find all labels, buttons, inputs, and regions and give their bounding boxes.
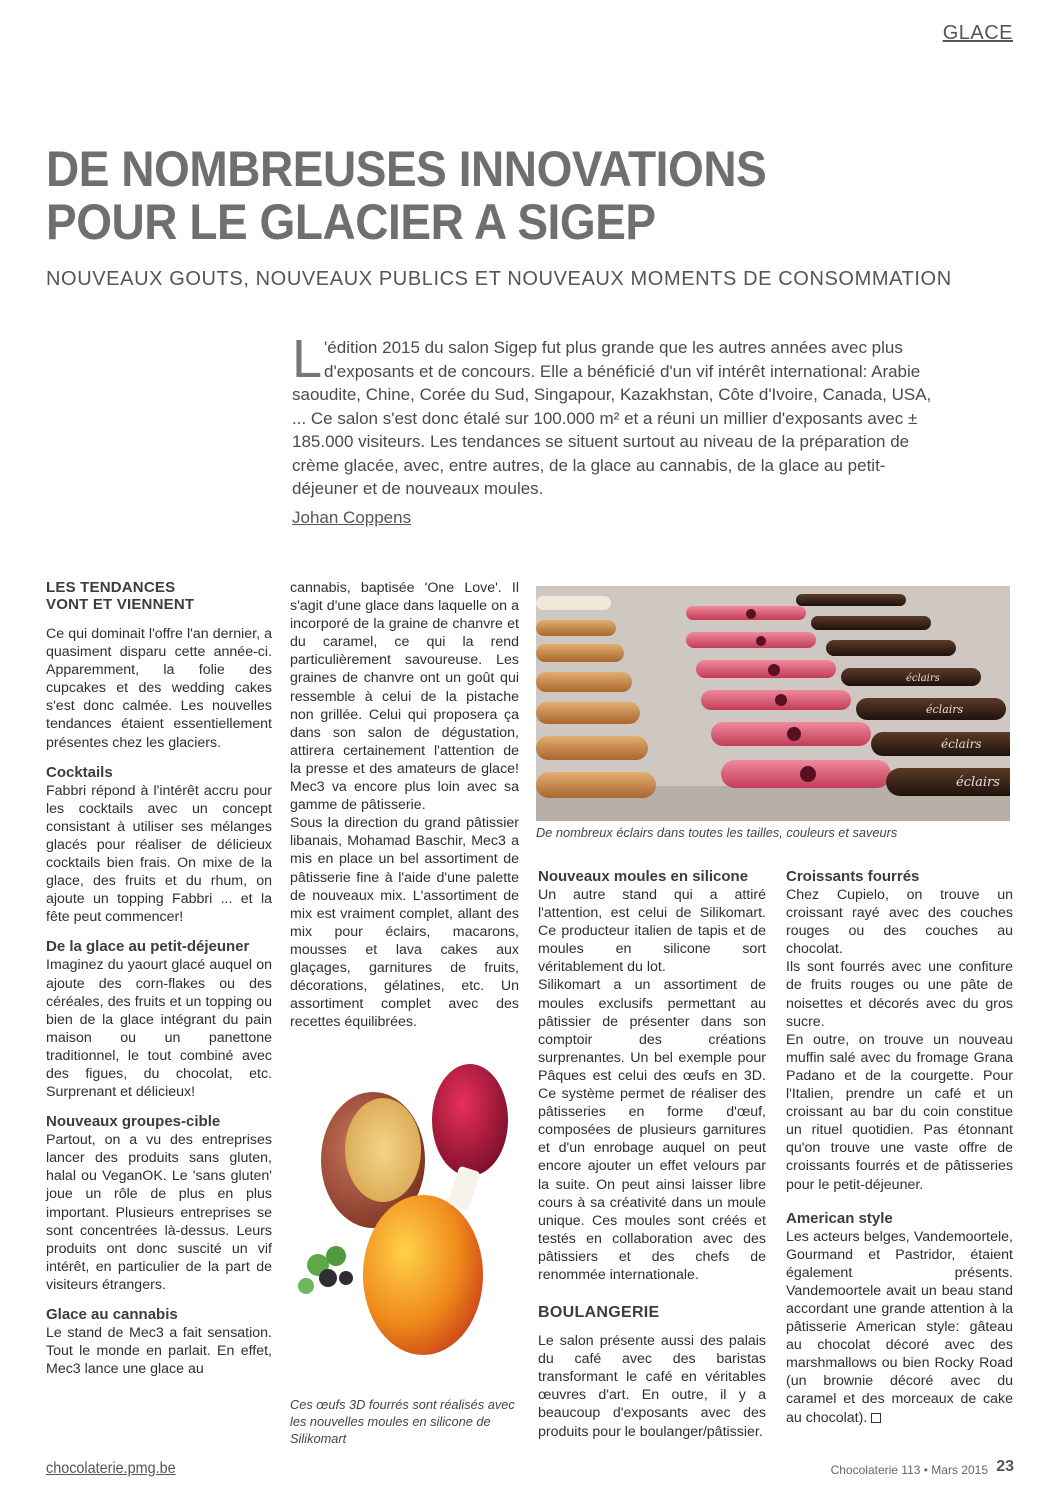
eclairs-illustration <box>536 586 1010 821</box>
title-line-1: DE NOMBREUSES INNOVATIONS <box>46 141 767 197</box>
paragraph: Un autre stand qui a attiré l'attention, est celui de Silikomart. Ce producteur italien de tapis et de moules en silicone sort véritablement du lot. <box>538 887 766 976</box>
subheading-american-style: American style <box>786 1209 893 1227</box>
paragraph: Silikomart a un assortiment de moules exclusifs permettant au pâtissier de présenter dans son comptoir des créations surprenantes. Un bel exemple pour Pâques est celui des œufs en 3D. Ce système permet de réaliser des pâtisseries en forme d'œuf, composées de plusieurs garnitures et d'un enrobage auquel on peut encore ajouter un effet velours par la suite. On peut ainsi laisser libre cours à sa créativité dans un moule unique. Ces moules sont créés et testés en collaboration avec des pâtissiers et des chefs de renommée internationale. <box>538 977 766 1283</box>
column-3 <box>538 868 766 1441</box>
eclairs-caption: De nombreux éclairs dans toutes les tailles, couleurs et saveurs <box>536 825 898 840</box>
subheading-moules-silicone: Nouveaux moules en silicone <box>538 868 749 885</box>
column-1 <box>46 579 272 1378</box>
paragraph: Ils sont fourrés avec une confiture de fruits rouges ou une pâte de noisettes et décorés avec du gros sucre. <box>786 959 1013 1030</box>
author-byline: Johan Coppens <box>292 508 412 527</box>
eggs-photo <box>288 1050 520 1394</box>
eggs-illustration <box>288 1050 520 1394</box>
eclair-label: éclairs <box>906 673 940 684</box>
eclairs-photo <box>536 586 1010 821</box>
subheading-petit-dejeuner: De la glace au petit-déjeuner <box>46 938 250 956</box>
intro-paragraph <box>292 329 932 501</box>
paragraph: Le salon présente aussi des palais du café avec des baristas transformant le café en véritables œuvres d'art. En outre, il y a beaucoup d'exposants avec des produits pour le boulanger/pâtissier. <box>538 1333 766 1440</box>
section-heading-boulangerie: BOULANGERIE <box>538 1304 660 1322</box>
column-4 <box>786 868 1013 1427</box>
paragraph: Sous la direction du grand pâtissier libanais, Mohamad Baschir, Mec3 a mis en place un bel assortiment de pâtisserie fine à l'aide d'une palette de nouveaux mix. L'assortiment de mix est vraiment complet, allant des mix pour éclairs, macarons, mousses et lava cakes aux glaçages, garnitures de fruits, décorations, gélatines, etc. Un assortiment complet avec des recettes équilibrées. <box>290 815 519 1031</box>
drop-cap: L <box>292 329 323 389</box>
subheading-groupes-cible: Nouveaux groupes-cible <box>46 1113 221 1131</box>
title-line-2: POUR LE GLACIER A SIGEP <box>46 194 656 250</box>
eggs-caption: Ces œufs 3D fourrés sont réalisés avec les nouvelles moules en silicone de Silikomart <box>290 1397 515 1446</box>
paragraph <box>786 1228 1013 1427</box>
subheading-cocktails: Cocktails <box>46 763 113 781</box>
paragraph: Ce qui dominait l'offre l'an dernier, a quasiment disparu cette année-ci. Apparemment, la folie des cupcakes et des wedding cakes s'est donc calmée. Les nouvelles tendances étaient essentiellement présentes chez les glaciers. <box>46 626 272 751</box>
article-title <box>46 143 874 249</box>
article-subtitle: NOUVEAUX GOUTS, NOUVEAUX PUBLICS ET NOUVEAUX MOMENTS DE CONSOMMATION <box>46 268 952 290</box>
paragraph: Imaginez du yaourt glacé auquel on ajoute des corn-flakes ou des céréales, des fruits et un topping ou bien de la glace intégrant du pain maison ou un panettone traditionnel, le tout combiné avec des figues, du chocolat, etc. Surprenant et délicieux! <box>46 957 272 1101</box>
heading-line-2: VONT ET VIENNENT <box>46 596 195 613</box>
page-number: 23 <box>996 1458 1014 1475</box>
paragraph: Chez Cupielo, on trouve un croissant rayé avec des couches rouges ou des couches au chocolat. <box>786 887 1013 958</box>
subheading-cannabis: Glace au cannabis <box>46 1306 178 1323</box>
subheading-croissants: Croissants fourrés <box>786 868 920 885</box>
section-tag: GLACE <box>942 22 1013 44</box>
paragraph: Le stand de Mec3 a fait sensation. Tout le monde en parlait. En effet, Mec3 lance une glace au <box>46 1325 272 1378</box>
heading-line-1: LES TENDANCES <box>46 579 176 596</box>
eclair-label: éclairs <box>926 703 964 716</box>
section-heading-tendances <box>46 579 272 613</box>
end-of-article-icon <box>871 1413 881 1423</box>
intro-text: 'édition 2015 du salon Sigep fut plus grande que les autres années avec plus d'exposants et de concours. Elle a bénéficié d'un vif intérêt international: Arabie saoudite, Chine, Corée du Sud, Singapour, Kazakhstan, Côte d'Ivoire, Canada, USA, ... Ce salon s'est donc étalé sur 100.000 m² et a réuni un millier d'exposants avec ± 185.000 visiteurs. Les tendances se situent surtout au niveau de la préparation de crème glacée, avec, entre autres, de la glace au cannabis, de la glace au petit-déjeuner et de nouveaux moules. <box>292 338 932 498</box>
paragraph: Partout, on a vu des entreprises lancer des produits sans gluten, halal ou VeganOK. Le 'sans gluten' joue un rôle de plus en plus important. Plusieurs entreprises se sont concentrées là-dessus. Leurs produits ont donc suscité un vif intérêt, en particulier de la part de visiteurs étrangers. <box>46 1132 272 1293</box>
footer-issue: Chocolaterie 113 • Mars 2015 <box>830 1463 988 1477</box>
column-2 <box>290 579 519 1031</box>
paragraph: cannabis, baptisée 'One Love'. Il s'agit d'une glace dans laquelle on a incorporé de la graine de chanvre et du caramel, ce qui la rend particulièrement savoureuse. Les graines de chanvre ont un goût qui ressemble à celui de la pistache non grillée. Celui qui proposera ça dans son salon de dégustation, attirera certainement l'attention de la presse et des amateurs de glace! Mec3 va encore plus loin avec sa gamme de pâtisserie. <box>290 580 519 814</box>
footer-website-link[interactable]: chocolaterie.pmg.be <box>46 1460 176 1477</box>
eclair-label: éclairs <box>956 775 1000 790</box>
paragraph: Fabbri répond à l'intérêt accru pour les cocktails avec un concept consistant à utiliser ses mélanges glacés pour réaliser de délicieux cocktails bien frais. On mixe de la glace, des fruits et du rhum, on ajoute un topping Fabbri ... et la fête peut commencer! <box>46 782 272 926</box>
paragraph-text: Les acteurs belges, Vandemoortele, Gourmand et Pastridor, étaient également présents. Vandemoortele avait un beau stand accordant une grande attention à la pâtisserie American style: gâteau au chocolat décoré avec des marshmallows ou bien Rocky Road (un brownie décoré avec du caramel et des morceaux de cake au chocolat). <box>786 1228 1013 1426</box>
eclair-label: éclairs <box>941 737 982 751</box>
paragraph: En outre, on trouve un nouveau muffin salé avec du fromage Grana Padano et de la courgette. Pour l'Italien, prendre un café et un croissant au bar du coin constitue un rituel quotidien. Pas étonnant qu'on trouve une vaste offre de croissants fourrés et de pâtisseries pour le petit-déjeuner. <box>786 1031 1013 1193</box>
